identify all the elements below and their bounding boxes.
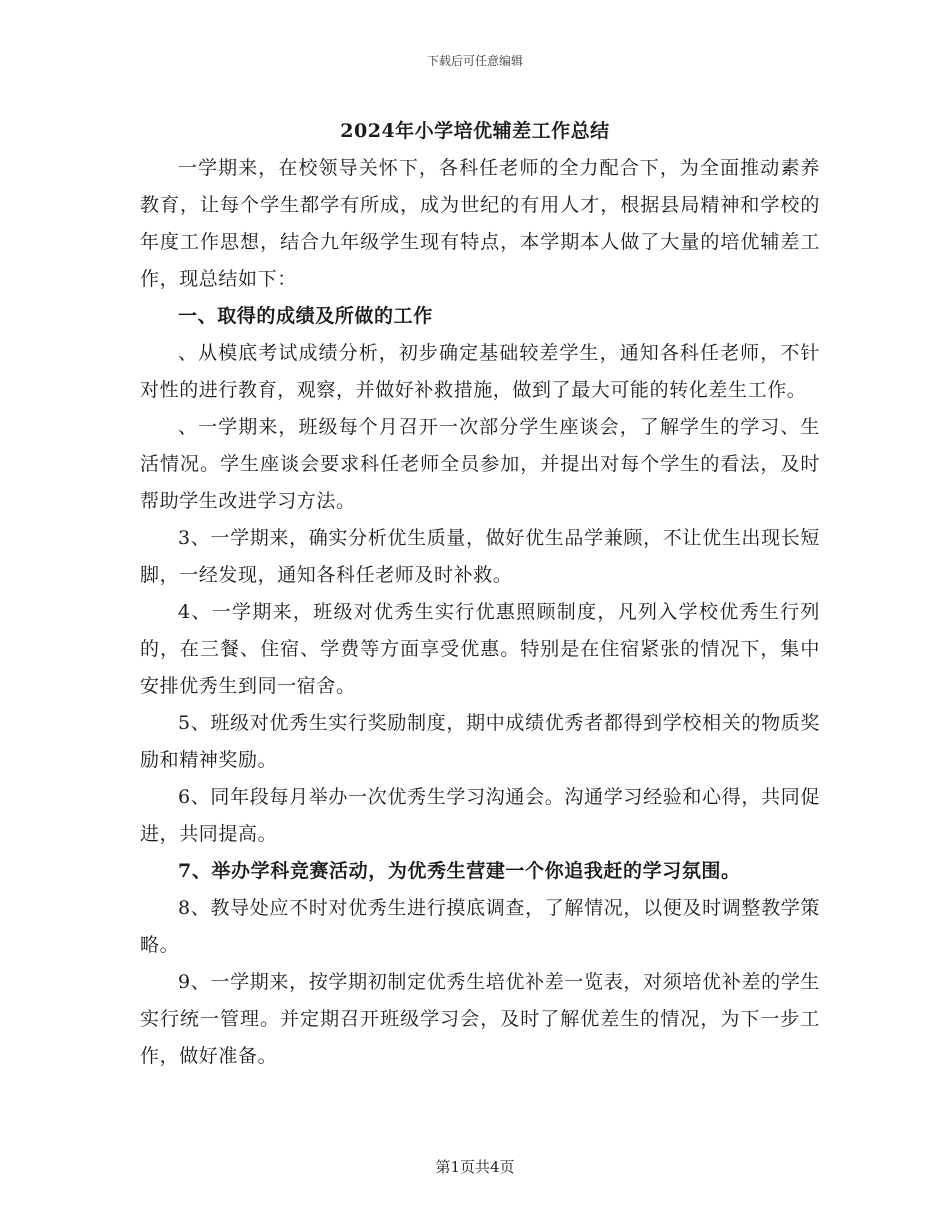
paragraph-bold: 7、举办学科竞赛活动，为优秀生营建一个你追我赶的学习氛围。: [178, 860, 741, 882]
page-number: 第1页共4页: [435, 1158, 515, 1176]
paragraph: 、从模底考试成绩分析，初步确定基础较差学生，通知各科任老师，不针对性的进行教育，观察，并做好补救措施，做到了最大可能的转化差生工作。: [140, 342, 820, 401]
paragraph: 一学期来，在校领导关怀下，各科任老师的全力配合下，为全面推动素养教育，让每个学生都学有所成，成为世纪的有用人才，根据县局精神和学校的年度工作思想，结合九年级学生现有特点，本学期本人做了大量的培优辅差工作，现总结如下：: [140, 157, 820, 290]
paragraph: 5、班级对优秀生实行奖励制度，期中成绩优秀者都得到学校相关的物质奖励和精神奖励。: [140, 712, 820, 771]
paragraph: 6、同年段每月举办一次优秀生学习沟通会。沟通学习经验和心得，共同促进，共同提高。: [140, 786, 820, 845]
paragraph: 9、一学期来，按学期初制定优秀生培优补差一览表，对须培优补差的学生实行统一管理。并定期召开班级学习会，及时了解优差生的情况，为下一步工作，做好准备。: [140, 971, 820, 1067]
paragraph: 8、教导处应不时对优秀生进行摸底调查，了解情况，以便及时调整教学策略。: [140, 897, 820, 956]
section-heading: 一、取得的成绩及所做的工作: [178, 305, 433, 327]
paragraph: 、一学期来，班级每个月召开一次部分学生座谈会，了解学生的学习、生活情况。学生座谈会要求科任老师全员参加，并提出对每个学生的看法，及时帮助学生改进学习方法。: [140, 416, 820, 512]
paragraph: 4、一学期来，班级对优秀生实行优惠照顾制度，凡列入学校优秀生行列的，在三餐、住宿、学费等方面享受优惠。特别是在住宿紧张的情况下，集中安排优秀生到同一宿舍。: [140, 601, 820, 697]
header-note: 下载后可任意编辑: [426, 54, 523, 68]
document-body: [140, 150, 820, 1075]
paragraph: 3、一学期来，确实分析优生质量，做好优生品学兼顾，不让优生出现长短脚，一经发现，通知各科任老师及时补救。: [140, 527, 820, 586]
document-title: 2024年小学培优辅差工作总结: [340, 120, 610, 142]
